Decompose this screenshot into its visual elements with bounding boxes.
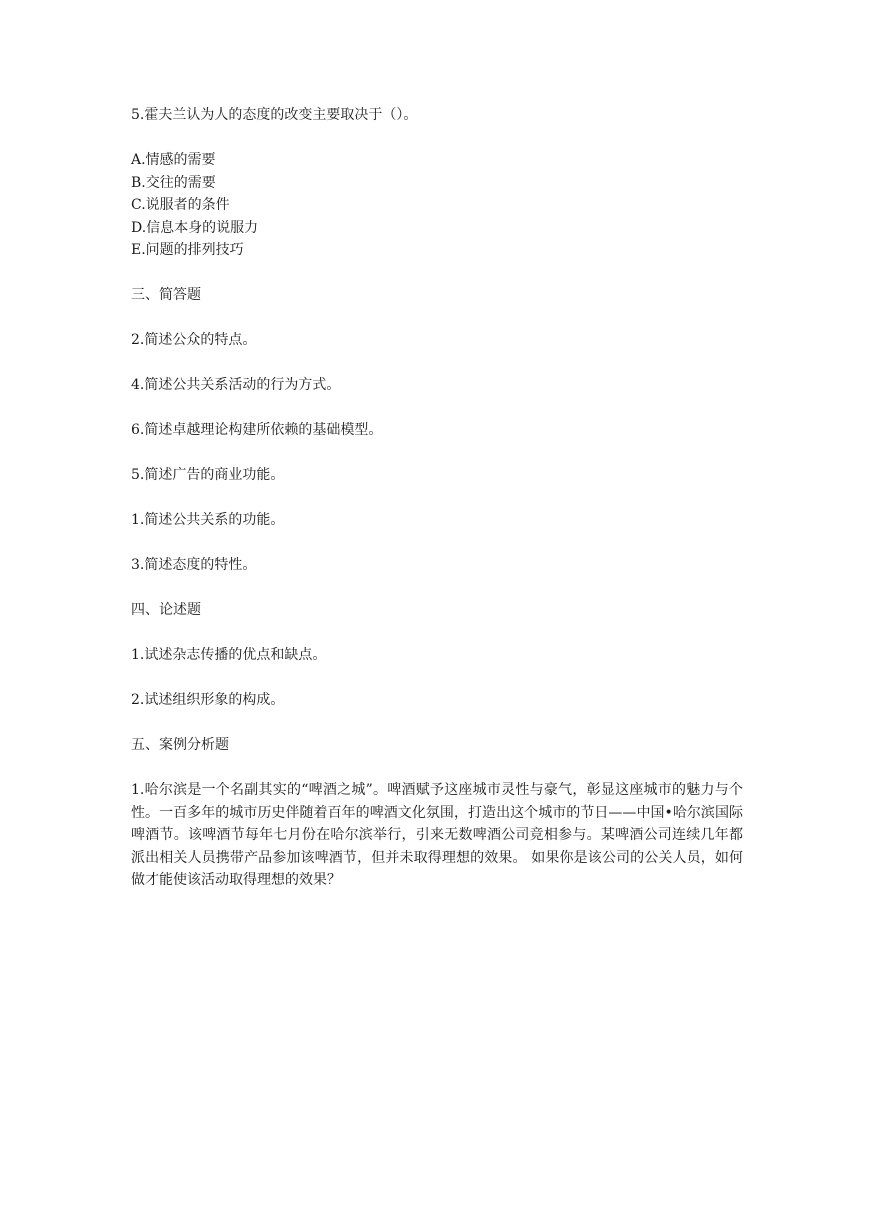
option-c: C.说服者的条件 [131,197,230,213]
section-heading-essay: 四、论述题 [131,602,201,618]
option-b: B.交往的需要 [131,174,216,191]
short-answer-question: 1.简述公共关系的功能。 [131,512,285,528]
spacer [131,622,743,645]
spacer [131,532,743,555]
spacer [131,487,743,510]
spacer [131,262,743,285]
section-heading-case-analysis: 五、案例分析题 [131,737,229,753]
spacer [131,667,743,690]
spacer [131,127,743,150]
case-analysis-text: 1.哈尔滨是一个名副其实的“啤酒之城”。啤酒赋予这座城市灵性与豪气，彰显这座城市的魅力与个性。一百多年的城市历史伴随着百年的啤酒文化氛围，打造出这个城市的节日——中国•哈尔滨国际啤酒节。该啤酒节每年七月份在哈尔滨举行，引来无数啤酒公司竞相参与。某啤酒公司连续几年都派出相关人员携带产品参加该啤酒节，但并未取得理想的效果。 如果你是该公司的公关人员，如何做才能使该活动取得理想的效果？ [131,782,743,888]
short-answer-question: 6.简述卓越理论构建所依赖的基础模型。 [131,422,383,438]
short-answer-question: 5.简述广告的商业功能。 [131,467,285,483]
essay-question: 2.试述组织形象的构成。 [131,692,285,708]
spacer [131,352,743,375]
document-content [131,104,743,892]
spacer [131,397,743,420]
spacer [131,307,743,330]
short-answer-question: 4.简述公共关系活动的行为方式。 [131,377,341,393]
option-e: E.问题的排列技巧 [131,242,244,258]
section-heading-short-answer: 三、简答题 [131,287,201,303]
spacer [131,442,743,465]
spacer [131,757,743,780]
short-answer-question: 2.简述公众的特点。 [131,332,257,348]
essay-question: 1.试述杂志传播的优点和缺点。 [131,647,327,663]
option-d: D.信息本身的说服力 [131,219,259,236]
spacer [131,577,743,600]
spacer [131,712,743,735]
option-a: A.情感的需要 [131,152,216,168]
short-answer-question: 3.简述态度的特性。 [131,557,257,573]
question-5-stem: 5.霍夫兰认为人的态度的改变主要取决于（）。 [131,107,418,123]
